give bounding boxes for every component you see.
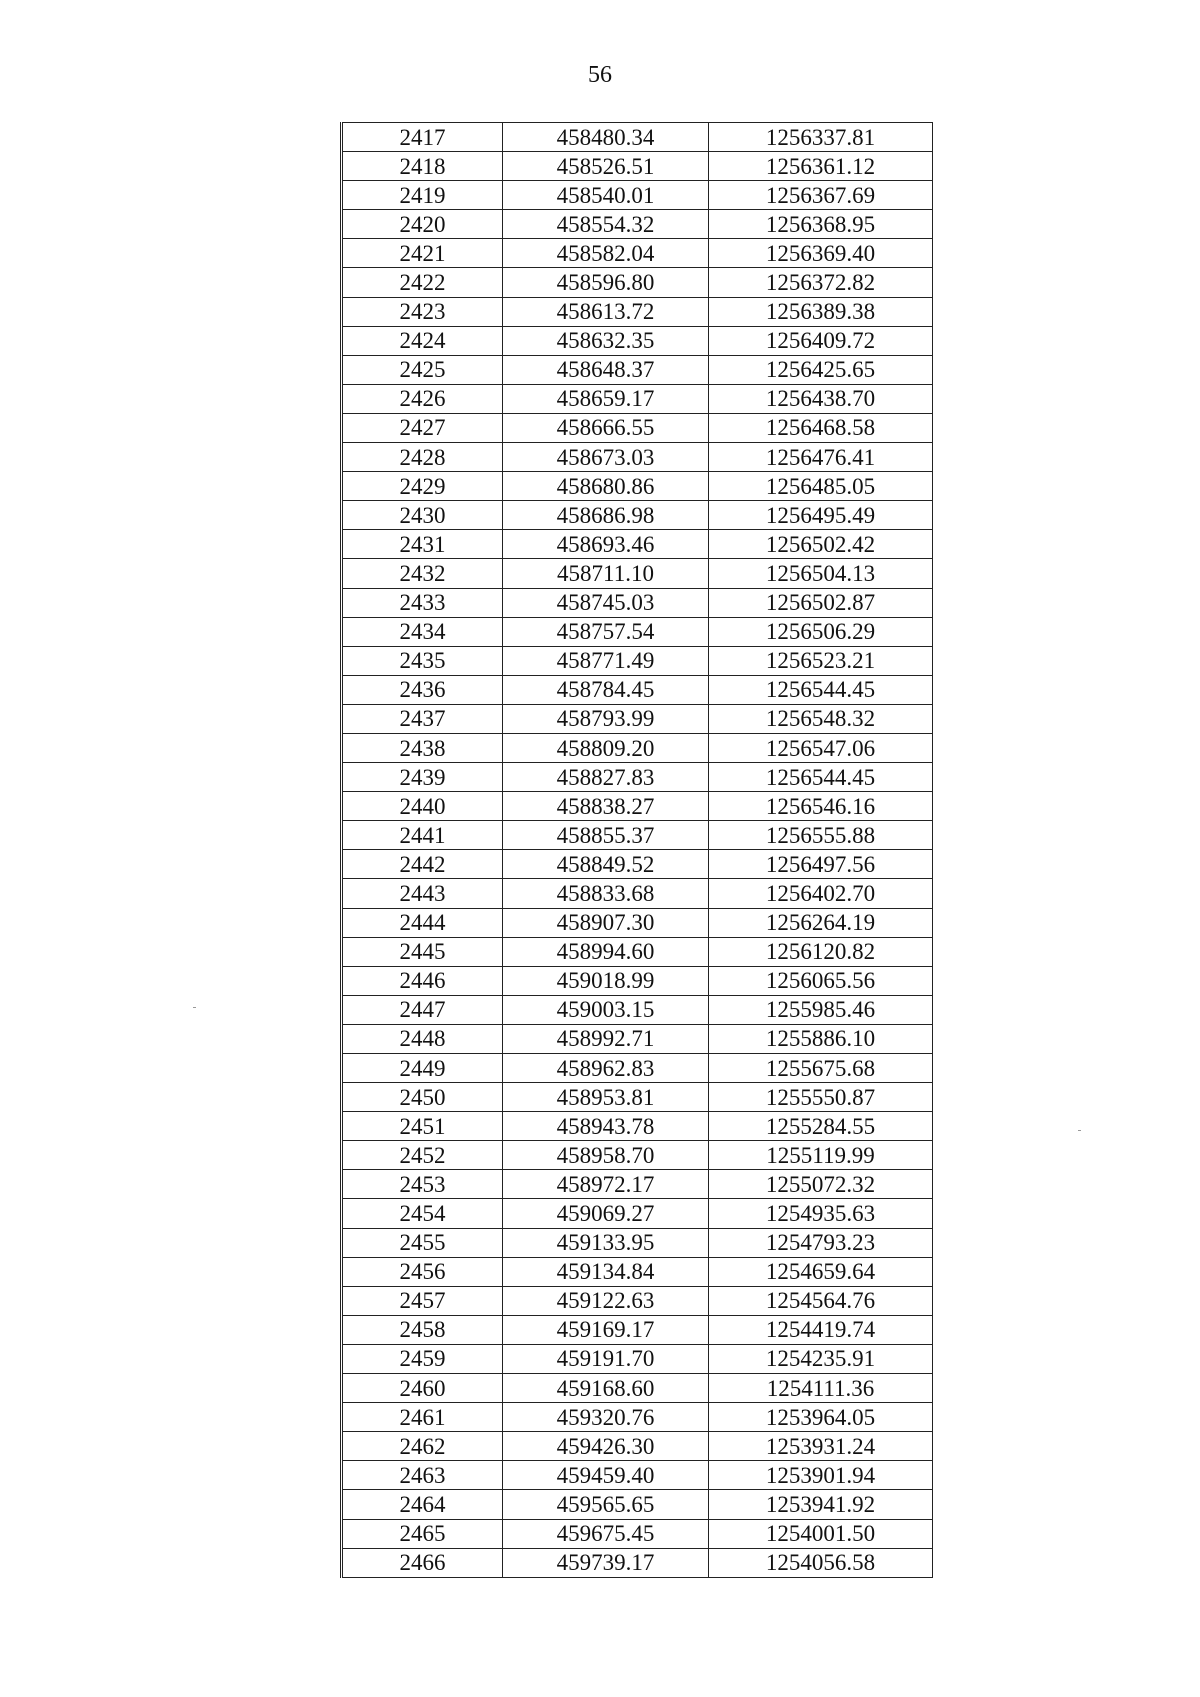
y-coordinate-cell: 1256425.65 xyxy=(709,355,933,384)
table-row xyxy=(342,152,933,181)
x-coordinate-cell: 459018.99 xyxy=(503,966,709,995)
table-row xyxy=(342,763,933,792)
point-number-cell: 2459 xyxy=(342,1344,503,1373)
point-number-cell: 2445 xyxy=(342,937,503,966)
table-row xyxy=(342,588,933,617)
point-number-cell: 2455 xyxy=(342,1228,503,1257)
table-row xyxy=(342,1054,933,1083)
y-coordinate-cell: 1256065.56 xyxy=(709,966,933,995)
table-row xyxy=(342,675,933,704)
point-number-cell: 2432 xyxy=(342,559,503,588)
point-number-cell: 2437 xyxy=(342,704,503,733)
coordinates-table xyxy=(340,122,933,1578)
table-row xyxy=(342,443,933,472)
y-coordinate-cell: 1254935.63 xyxy=(709,1199,933,1228)
point-number-cell: 2418 xyxy=(342,152,503,181)
point-number-cell: 2430 xyxy=(342,501,503,530)
x-coordinate-cell: 459169.17 xyxy=(503,1315,709,1344)
y-coordinate-cell: 1256368.95 xyxy=(709,210,933,239)
x-coordinate-cell: 458943.78 xyxy=(503,1112,709,1141)
table-row xyxy=(342,1112,933,1141)
point-number-cell: 2447 xyxy=(342,995,503,1024)
point-number-cell: 2454 xyxy=(342,1199,503,1228)
table-row xyxy=(342,1374,933,1403)
table-row xyxy=(342,268,933,297)
x-coordinate-cell: 458613.72 xyxy=(503,297,709,326)
point-number-cell: 2417 xyxy=(342,123,503,152)
table-row xyxy=(342,1519,933,1548)
x-coordinate-cell: 458526.51 xyxy=(503,152,709,181)
x-coordinate-cell: 458480.34 xyxy=(503,123,709,152)
x-coordinate-cell: 458907.30 xyxy=(503,908,709,937)
y-coordinate-cell: 1255072.32 xyxy=(709,1170,933,1199)
y-coordinate-cell: 1255119.99 xyxy=(709,1141,933,1170)
page-number: 56 xyxy=(588,62,612,88)
y-coordinate-cell: 1253964.05 xyxy=(709,1403,933,1432)
y-coordinate-cell: 1256120.82 xyxy=(709,937,933,966)
y-coordinate-cell: 1256409.72 xyxy=(709,326,933,355)
point-number-cell: 2439 xyxy=(342,763,503,792)
point-number-cell: 2464 xyxy=(342,1490,503,1519)
x-coordinate-cell: 458953.81 xyxy=(503,1083,709,1112)
table-row xyxy=(342,501,933,530)
y-coordinate-cell: 1256504.13 xyxy=(709,559,933,588)
y-coordinate-cell: 1256502.87 xyxy=(709,588,933,617)
x-coordinate-cell: 458827.83 xyxy=(503,763,709,792)
table-row xyxy=(342,1344,933,1373)
y-coordinate-cell: 1255985.46 xyxy=(709,995,933,1024)
table-row xyxy=(342,384,933,413)
x-coordinate-cell: 458833.68 xyxy=(503,879,709,908)
x-coordinate-cell: 459565.65 xyxy=(503,1490,709,1519)
table-row xyxy=(342,1461,933,1490)
y-coordinate-cell: 1254111.36 xyxy=(709,1374,933,1403)
x-coordinate-cell: 459426.30 xyxy=(503,1432,709,1461)
point-number-cell: 2433 xyxy=(342,588,503,617)
margin-speck xyxy=(193,1007,196,1008)
table-row xyxy=(342,413,933,442)
x-coordinate-cell: 458849.52 xyxy=(503,850,709,879)
point-number-cell: 2460 xyxy=(342,1374,503,1403)
x-coordinate-cell: 458958.70 xyxy=(503,1141,709,1170)
x-coordinate-cell: 458757.54 xyxy=(503,617,709,646)
x-coordinate-cell: 458793.99 xyxy=(503,704,709,733)
y-coordinate-cell: 1256402.70 xyxy=(709,879,933,908)
point-number-cell: 2434 xyxy=(342,617,503,646)
table-row xyxy=(342,1257,933,1286)
point-number-cell: 2461 xyxy=(342,1403,503,1432)
table-row xyxy=(342,559,933,588)
table-row xyxy=(342,908,933,937)
x-coordinate-cell: 458666.55 xyxy=(503,413,709,442)
table-row xyxy=(342,1490,933,1519)
x-coordinate-cell: 459320.76 xyxy=(503,1403,709,1432)
y-coordinate-cell: 1256372.82 xyxy=(709,268,933,297)
table-row xyxy=(342,937,933,966)
y-coordinate-cell: 1255886.10 xyxy=(709,1024,933,1053)
point-number-cell: 2419 xyxy=(342,181,503,210)
x-coordinate-cell: 458962.83 xyxy=(503,1054,709,1083)
table-row xyxy=(342,326,933,355)
x-coordinate-cell: 458838.27 xyxy=(503,792,709,821)
x-coordinate-cell: 458972.17 xyxy=(503,1170,709,1199)
table-row xyxy=(342,704,933,733)
y-coordinate-cell: 1253901.94 xyxy=(709,1461,933,1490)
y-coordinate-cell: 1254659.64 xyxy=(709,1257,933,1286)
table-row xyxy=(342,123,933,152)
x-coordinate-cell: 459134.84 xyxy=(503,1257,709,1286)
y-coordinate-cell: 1256369.40 xyxy=(709,239,933,268)
point-number-cell: 2420 xyxy=(342,210,503,239)
x-coordinate-cell: 458659.17 xyxy=(503,384,709,413)
table-row xyxy=(342,1024,933,1053)
x-coordinate-cell: 458686.98 xyxy=(503,501,709,530)
x-coordinate-cell: 458673.03 xyxy=(503,443,709,472)
table-row xyxy=(342,792,933,821)
margin-speck xyxy=(1078,1130,1081,1131)
table-row xyxy=(342,1170,933,1199)
table-row xyxy=(342,966,933,995)
table-row xyxy=(342,646,933,675)
point-number-cell: 2424 xyxy=(342,326,503,355)
point-number-cell: 2426 xyxy=(342,384,503,413)
table-row xyxy=(342,821,933,850)
y-coordinate-cell: 1254793.23 xyxy=(709,1228,933,1257)
table-row xyxy=(342,210,933,239)
point-number-cell: 2450 xyxy=(342,1083,503,1112)
y-coordinate-cell: 1256502.42 xyxy=(709,530,933,559)
y-coordinate-cell: 1253931.24 xyxy=(709,1432,933,1461)
table-row xyxy=(342,995,933,1024)
y-coordinate-cell: 1256506.29 xyxy=(709,617,933,646)
point-number-cell: 2421 xyxy=(342,239,503,268)
y-coordinate-cell: 1256264.19 xyxy=(709,908,933,937)
point-number-cell: 2441 xyxy=(342,821,503,850)
x-coordinate-cell: 459069.27 xyxy=(503,1199,709,1228)
point-number-cell: 2443 xyxy=(342,879,503,908)
table-row xyxy=(342,530,933,559)
x-coordinate-cell: 458745.03 xyxy=(503,588,709,617)
point-number-cell: 2449 xyxy=(342,1054,503,1083)
coordinates-table-body xyxy=(342,123,933,1578)
point-number-cell: 2448 xyxy=(342,1024,503,1053)
x-coordinate-cell: 459133.95 xyxy=(503,1228,709,1257)
point-number-cell: 2442 xyxy=(342,850,503,879)
y-coordinate-cell: 1256523.21 xyxy=(709,646,933,675)
point-number-cell: 2466 xyxy=(342,1548,503,1577)
point-number-cell: 2462 xyxy=(342,1432,503,1461)
y-coordinate-cell: 1254056.58 xyxy=(709,1548,933,1577)
point-number-cell: 2423 xyxy=(342,297,503,326)
point-number-cell: 2458 xyxy=(342,1315,503,1344)
table-row xyxy=(342,733,933,762)
x-coordinate-cell: 458648.37 xyxy=(503,355,709,384)
x-coordinate-cell: 458540.01 xyxy=(503,181,709,210)
x-coordinate-cell: 458596.80 xyxy=(503,268,709,297)
point-number-cell: 2436 xyxy=(342,675,503,704)
y-coordinate-cell: 1256476.41 xyxy=(709,443,933,472)
point-number-cell: 2431 xyxy=(342,530,503,559)
point-number-cell: 2425 xyxy=(342,355,503,384)
table-row xyxy=(342,1199,933,1228)
x-coordinate-cell: 458855.37 xyxy=(503,821,709,850)
point-number-cell: 2444 xyxy=(342,908,503,937)
x-coordinate-cell: 458693.46 xyxy=(503,530,709,559)
x-coordinate-cell: 459191.70 xyxy=(503,1344,709,1373)
x-coordinate-cell: 459122.63 xyxy=(503,1286,709,1315)
x-coordinate-cell: 458632.35 xyxy=(503,326,709,355)
table-row xyxy=(342,1141,933,1170)
y-coordinate-cell: 1254419.74 xyxy=(709,1315,933,1344)
point-number-cell: 2422 xyxy=(342,268,503,297)
table-row xyxy=(342,297,933,326)
table-row xyxy=(342,239,933,268)
y-coordinate-cell: 1256544.45 xyxy=(709,675,933,704)
x-coordinate-cell: 458711.10 xyxy=(503,559,709,588)
table-row xyxy=(342,1286,933,1315)
y-coordinate-cell: 1256495.49 xyxy=(709,501,933,530)
y-coordinate-cell: 1256555.88 xyxy=(709,821,933,850)
table-row xyxy=(342,355,933,384)
y-coordinate-cell: 1256468.58 xyxy=(709,413,933,442)
y-coordinate-cell: 1256337.81 xyxy=(709,123,933,152)
point-number-cell: 2435 xyxy=(342,646,503,675)
table-row xyxy=(342,1315,933,1344)
x-coordinate-cell: 458771.49 xyxy=(503,646,709,675)
table-row xyxy=(342,1432,933,1461)
table-row xyxy=(342,1083,933,1112)
y-coordinate-cell: 1255550.87 xyxy=(709,1083,933,1112)
x-coordinate-cell: 459675.45 xyxy=(503,1519,709,1548)
x-coordinate-cell: 458784.45 xyxy=(503,675,709,704)
y-coordinate-cell: 1253941.92 xyxy=(709,1490,933,1519)
y-coordinate-cell: 1256389.38 xyxy=(709,297,933,326)
point-number-cell: 2428 xyxy=(342,443,503,472)
table-row xyxy=(342,850,933,879)
point-number-cell: 2446 xyxy=(342,966,503,995)
x-coordinate-cell: 458809.20 xyxy=(503,733,709,762)
table-row xyxy=(342,1403,933,1432)
point-number-cell: 2453 xyxy=(342,1170,503,1199)
y-coordinate-cell: 1256548.32 xyxy=(709,704,933,733)
y-coordinate-cell: 1255675.68 xyxy=(709,1054,933,1083)
table-row xyxy=(342,472,933,501)
table-row xyxy=(342,181,933,210)
x-coordinate-cell: 459459.40 xyxy=(503,1461,709,1490)
point-number-cell: 2451 xyxy=(342,1112,503,1141)
y-coordinate-cell: 1256546.16 xyxy=(709,792,933,821)
x-coordinate-cell: 458680.86 xyxy=(503,472,709,501)
y-coordinate-cell: 1254001.50 xyxy=(709,1519,933,1548)
table-row xyxy=(342,1548,933,1577)
point-number-cell: 2427 xyxy=(342,413,503,442)
y-coordinate-cell: 1256438.70 xyxy=(709,384,933,413)
x-coordinate-cell: 458554.32 xyxy=(503,210,709,239)
point-number-cell: 2463 xyxy=(342,1461,503,1490)
y-coordinate-cell: 1255284.55 xyxy=(709,1112,933,1141)
point-number-cell: 2456 xyxy=(342,1257,503,1286)
point-number-cell: 2457 xyxy=(342,1286,503,1315)
x-coordinate-cell: 459739.17 xyxy=(503,1548,709,1577)
y-coordinate-cell: 1256367.69 xyxy=(709,181,933,210)
y-coordinate-cell: 1254235.91 xyxy=(709,1344,933,1373)
table-row xyxy=(342,1228,933,1257)
point-number-cell: 2429 xyxy=(342,472,503,501)
x-coordinate-cell: 458994.60 xyxy=(503,937,709,966)
x-coordinate-cell: 459003.15 xyxy=(503,995,709,1024)
y-coordinate-cell: 1256547.06 xyxy=(709,733,933,762)
point-number-cell: 2440 xyxy=(342,792,503,821)
y-coordinate-cell: 1256544.45 xyxy=(709,763,933,792)
point-number-cell: 2452 xyxy=(342,1141,503,1170)
point-number-cell: 2465 xyxy=(342,1519,503,1548)
x-coordinate-cell: 458992.71 xyxy=(503,1024,709,1053)
x-coordinate-cell: 459168.60 xyxy=(503,1374,709,1403)
y-coordinate-cell: 1254564.76 xyxy=(709,1286,933,1315)
table-row xyxy=(342,879,933,908)
point-number-cell: 2438 xyxy=(342,733,503,762)
y-coordinate-cell: 1256361.12 xyxy=(709,152,933,181)
x-coordinate-cell: 458582.04 xyxy=(503,239,709,268)
y-coordinate-cell: 1256497.56 xyxy=(709,850,933,879)
table-row xyxy=(342,617,933,646)
y-coordinate-cell: 1256485.05 xyxy=(709,472,933,501)
